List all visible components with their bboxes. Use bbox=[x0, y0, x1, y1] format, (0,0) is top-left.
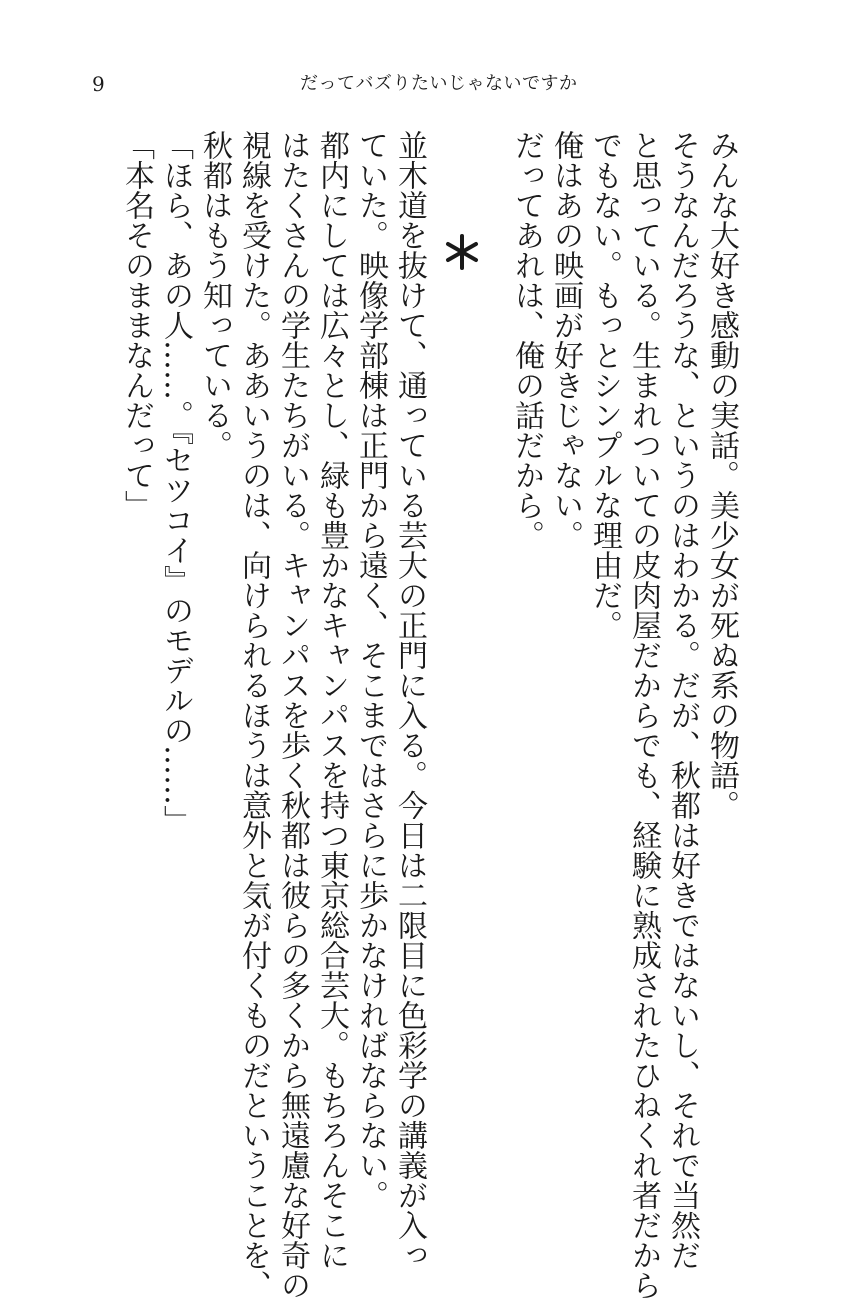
text-line: でもない。もっとシンプルな理由だ。 bbox=[587, 130, 622, 640]
blank-line bbox=[429, 130, 468, 1130]
text-line: ていた。映像学部棟は正門から遠く、そこまではさらに歩かなければならない。 bbox=[353, 130, 388, 1210]
page-number: 9 bbox=[92, 72, 105, 96]
running-title: だってバズりたいじゃないですか bbox=[300, 73, 578, 94]
text-line: 並木道を抜けて、通っている芸大の正門に入る。今日は二限目に色彩学の講義が入っ bbox=[392, 130, 427, 1270]
text-line: はたくさんの学生たちがいる。キャンパスを歩く秋都は彼らの多くから無遠慮な好奇の bbox=[275, 130, 310, 1300]
blank-line bbox=[468, 130, 507, 1130]
body-text bbox=[117, 130, 741, 1300]
text-line: と思っている。生まれついての皮肉屋だからでも、経験に熟成されたひねくれ者だから bbox=[626, 130, 661, 1300]
text-line: だってあれは、俺の話だから。 bbox=[509, 130, 544, 550]
text-line: 視線を受けた。ああいうのは、向けられるほうは意外と気が付くものだということを、 bbox=[236, 130, 271, 1300]
text-line: そうなんだろうな、というのはわかる。だが、秋都は好きではないし、それで当然だ bbox=[665, 130, 700, 1270]
text-line: みんな大好き感動の実話。美少女が死ぬ系の物語。 bbox=[704, 130, 739, 820]
text-line: 都内にしては広々とし、緑も豊かなキャンパスを持つ東京総合芸大。もちろんそこに bbox=[314, 130, 349, 1270]
dialogue-line: 「本名そのままなんだって」 bbox=[119, 130, 154, 520]
text-line: 秋都はもう知っている。 bbox=[197, 130, 232, 460]
text-line: 俺はあの映画が好きじゃない。 bbox=[548, 130, 583, 550]
dialogue-line: 「ほら、あの人……。『セツコイ』のモデルの……」 bbox=[158, 130, 193, 835]
